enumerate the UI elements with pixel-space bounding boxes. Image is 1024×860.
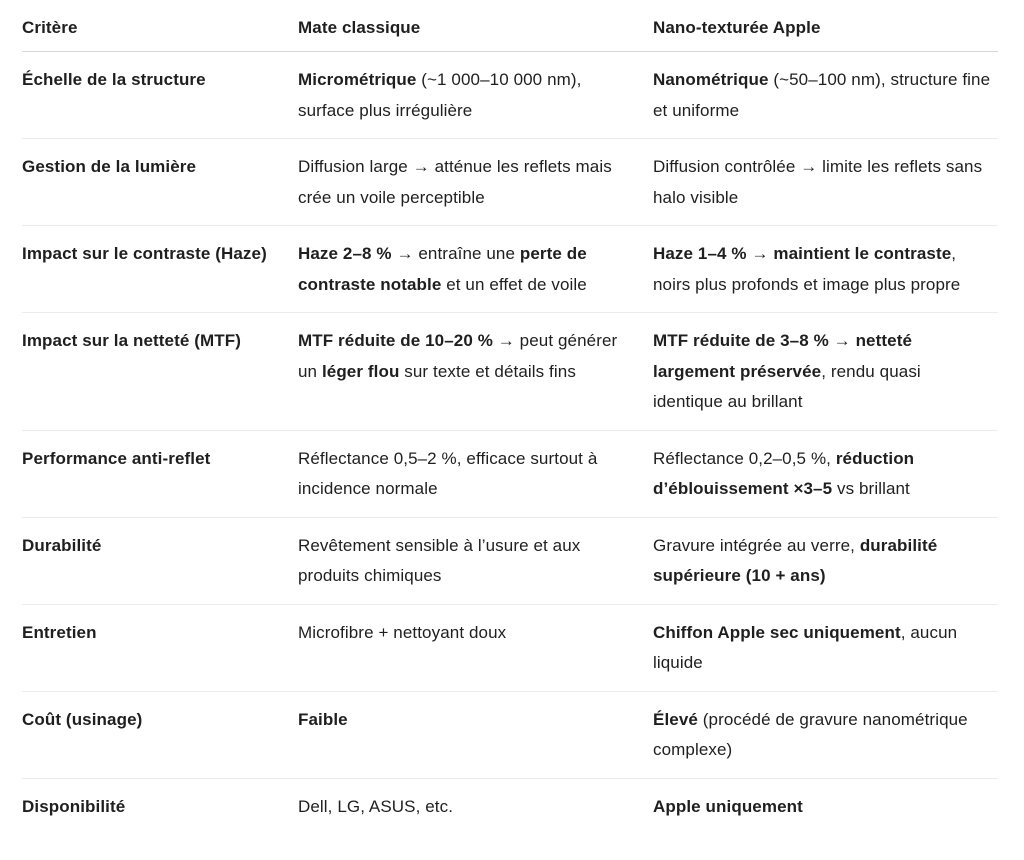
nano-texturee-cell — [653, 152, 998, 213]
criterion-cell: Performance anti-reflet — [22, 448, 211, 468]
nano-texturee-cell — [653, 705, 998, 766]
bold-text: MTF réduite de 10–20 % — [298, 331, 493, 350]
text: Réflectance 0,5–2 %, efficace surtout à incidence normale — [298, 448, 598, 498]
table-row — [22, 139, 998, 226]
nano-texturee-cell — [653, 239, 998, 300]
text: Gravure intégrée au verre, — [653, 535, 860, 555]
bold-text: réduction d’éblouissement ×3–5 — [653, 448, 915, 498]
text: et un effet de voile — [441, 274, 587, 294]
header-mate-classique: Mate classique — [298, 18, 421, 38]
bold-text: perte de contraste notable — [298, 244, 587, 294]
mate-classique-cell — [298, 444, 653, 505]
text: , noirs plus profonds et image plus propre — [653, 244, 961, 294]
bold-text: Haze 2–8 % — [298, 244, 392, 263]
mate-classique-cell — [298, 792, 653, 823]
table-row — [22, 518, 998, 605]
text: vs brillant — [832, 479, 910, 498]
bold-text: Faible — [298, 709, 348, 729]
text: → — [746, 244, 774, 263]
text: sur texte et détails fins — [399, 361, 576, 381]
table-header-row — [22, 0, 998, 52]
table-row — [22, 692, 998, 779]
table-row — [22, 313, 998, 431]
text: , aucun liquide — [653, 622, 958, 672]
bold-text: Haze 1–4 % — [653, 244, 747, 263]
criterion-cell: Gestion de la lumière — [22, 157, 197, 176]
text: (~1 000–10 000 nm), surface plus irrégulière — [298, 70, 582, 120]
mate-classique-cell — [298, 618, 653, 679]
text: Diffusion contrôlée → limite les reflets sans halo visible — [653, 157, 983, 207]
criterion-cell: Disponibilité — [22, 796, 126, 816]
header-nano-texturee: Nano-texturée Apple — [653, 18, 821, 38]
bold-text: Nanométrique — [653, 70, 769, 89]
bold-text: maintient le contraste — [773, 244, 952, 263]
mate-classique-cell — [298, 326, 653, 418]
table-row — [22, 779, 998, 835]
table-row — [22, 605, 998, 692]
nano-texturee-cell — [653, 618, 998, 679]
mate-classique-cell — [298, 531, 653, 592]
bold-text: léger flou — [321, 361, 400, 381]
text: Dell, LG, ASUS, etc. — [298, 796, 454, 816]
table-row — [22, 52, 998, 139]
table-row — [22, 226, 998, 313]
criterion-cell: Entretien — [22, 622, 97, 642]
criterion-cell: Impact sur le contraste (Haze) — [22, 244, 267, 263]
criterion-cell: Coût (usinage) — [22, 709, 143, 729]
text: Revêtement sensible à l’usure et aux produits chimiques — [298, 535, 581, 585]
mate-classique-cell — [298, 239, 653, 300]
text: Diffusion large → atténue les reflets mais crée un voile perceptible — [298, 157, 612, 207]
nano-texturee-cell — [653, 65, 998, 126]
nano-texturee-cell — [653, 444, 998, 505]
criterion-cell: Impact sur la netteté (MTF) — [22, 331, 242, 350]
nano-texturee-cell — [653, 531, 998, 592]
mate-classique-cell — [298, 705, 653, 766]
nano-texturee-cell — [653, 326, 998, 418]
text: → peut générer un — [298, 331, 618, 381]
comparison-table — [22, 0, 998, 834]
text: (procédé de gravure nanométrique complexe) — [653, 709, 968, 759]
text: → — [828, 331, 856, 350]
bold-text: Micrométrique — [298, 70, 417, 89]
bold-text: durabilité supérieure (10 + ans) — [653, 535, 938, 585]
criterion-cell: Échelle de la structure — [22, 70, 206, 89]
bold-text: Chiffon Apple sec uniquement — [653, 622, 901, 642]
bold-text: Apple uniquement — [653, 796, 803, 816]
nano-texturee-cell — [653, 792, 998, 823]
bold-text: netteté largement préservée — [653, 331, 913, 381]
table-body — [22, 52, 998, 834]
table-row — [22, 431, 998, 518]
mate-classique-cell — [298, 65, 653, 126]
mate-classique-cell — [298, 152, 653, 213]
bold-text: MTF réduite de 3–8 % — [653, 331, 829, 350]
text: , rendu quasi identique au brillant — [653, 361, 921, 411]
header-criterion: Critère — [22, 18, 78, 38]
criterion-cell: Durabilité — [22, 535, 102, 555]
text: → entraîne une — [391, 244, 520, 263]
text: (~50–100 nm), structure fine et uniforme — [653, 70, 991, 120]
text: Microfibre + nettoyant doux — [298, 622, 507, 642]
text: Réflectance 0,2–0,5 %, — [653, 448, 836, 468]
bold-text: Élevé — [653, 709, 698, 729]
